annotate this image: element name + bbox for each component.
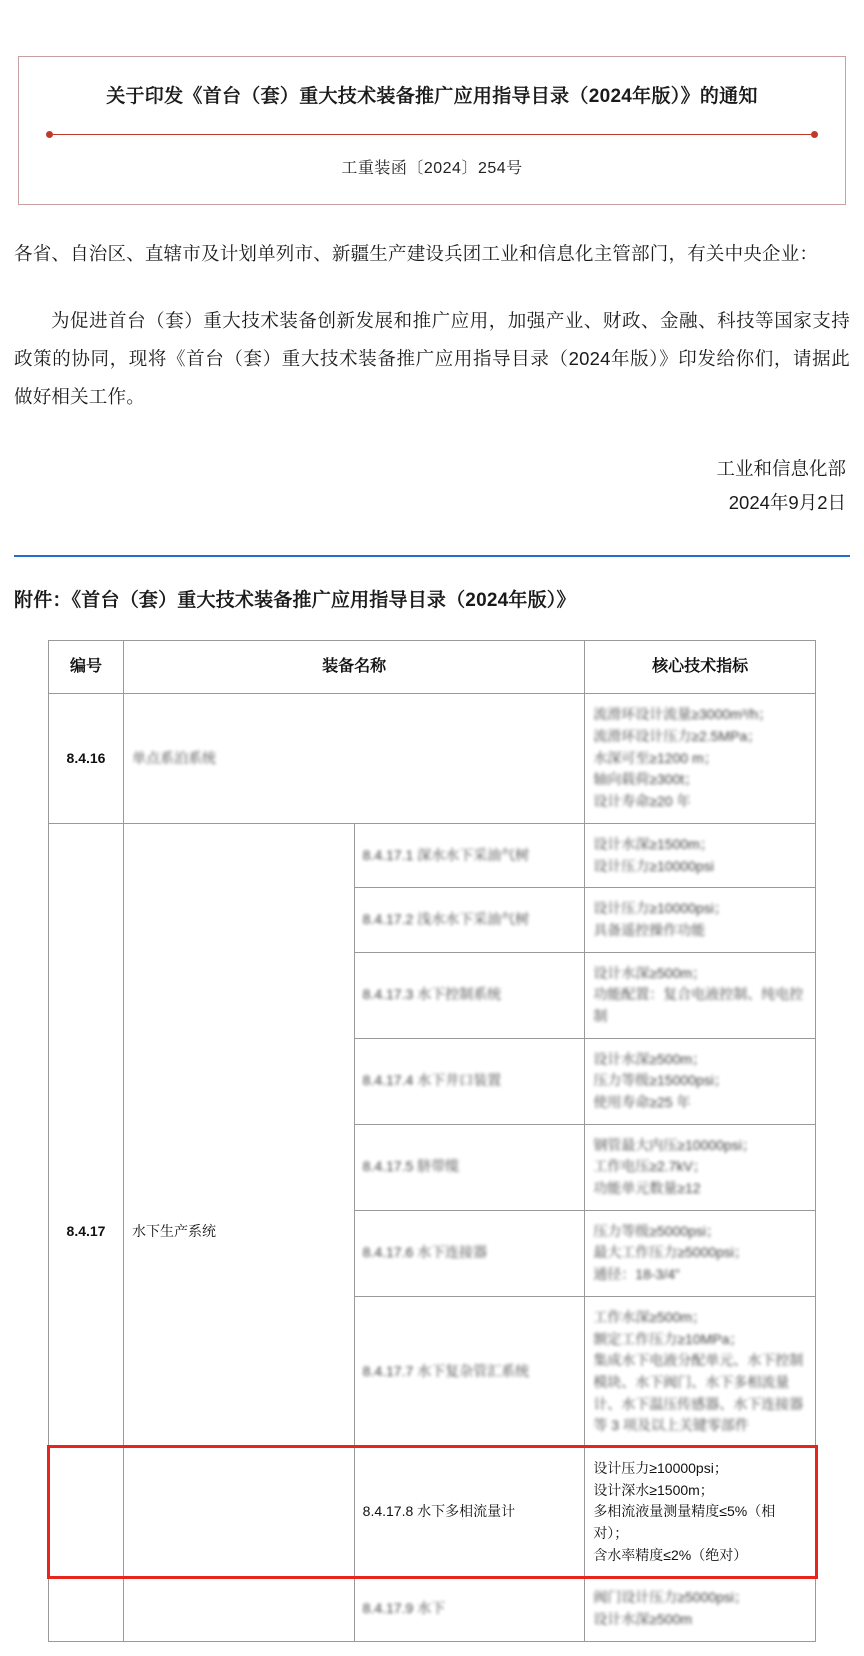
row-specs <box>585 1296 816 1447</box>
spec-line: 具备遥控操作功能 <box>593 921 706 938</box>
spec-line: 钢管最大内压≥10000psi； <box>593 1136 756 1153</box>
spec-line: 轴向载荷≥300t； <box>593 771 699 788</box>
spec-line: 额定工作压力≥10MPa； <box>593 1330 744 1347</box>
row-subname: 8.4.17.3 水下控制系统 <box>354 952 585 1038</box>
spec-line: 压力等级≥15000psi； <box>593 1072 728 1089</box>
spec-line: 设计压力≥10000psi； <box>593 1459 728 1476</box>
row-id: 8.4.16 <box>49 694 124 823</box>
section-separator <box>14 555 850 557</box>
spec-line: 压力等级≥5000psi； <box>593 1222 721 1239</box>
row-subname: 8.4.17.6 水下连接器 <box>354 1210 585 1296</box>
spec-line: 功能配置：复合电液控制、纯电控制 <box>593 986 804 1024</box>
signature-block <box>14 452 850 520</box>
row-subname: 8.4.17.2 浅水水下采油气树 <box>354 888 585 952</box>
row-name: 单点系泊系统 <box>124 694 585 823</box>
attachment-title: 附件：《首台（套）重大技术装备推广应用指导目录（2024年版）》 <box>14 589 576 611</box>
table-row <box>49 823 816 887</box>
salutation-paragraph: 各省、自治区、直辖市及计划单列市、新疆生产建设兵团工业和信息化主管部门，有关中央企业： <box>14 242 819 264</box>
document-number: 工重装函〔2024〕254号 <box>341 159 523 177</box>
spec-line: 设计压力≥10000psi； <box>593 900 728 917</box>
signature-organization: 工业和信息化部 <box>716 458 846 480</box>
row-subname: 8.4.17.7 水下复杂管汇系统 <box>354 1296 585 1447</box>
spec-line: 设计压力≥10000psi <box>593 857 714 874</box>
spec-line: 流滑环设计压力≥2.5MPa； <box>593 728 762 745</box>
row-name: 水下生产系统 <box>124 823 355 1641</box>
table-header-spec: 核心技术指标 <box>585 640 816 694</box>
document-page <box>0 56 864 1642</box>
table-row <box>49 694 816 823</box>
row-id: 8.4.17 <box>49 823 124 1641</box>
row-specs <box>585 888 816 952</box>
spec-line: 设计水深≥500m； <box>593 1050 707 1067</box>
title-divider <box>49 134 815 135</box>
row-specs <box>585 1210 816 1296</box>
spec-line: 设计深水≥1500m； <box>593 1481 714 1498</box>
row-specs <box>585 694 816 823</box>
row-subname: 8.4.17.9 水下 <box>354 1577 585 1641</box>
row-subname: 8.4.17.1 深水水下采油气树 <box>354 823 585 887</box>
spec-line: 设计水深≥1500m； <box>593 835 714 852</box>
spec-line: 工作水深≥500m； <box>593 1308 707 1325</box>
table-header-id: 编号 <box>49 640 124 694</box>
row-specs <box>585 1038 816 1124</box>
spec-line: 多相流液量测量精度≤5%（相对）； <box>593 1503 776 1542</box>
spec-line: 设计寿命≥20 年 <box>593 793 691 810</box>
signature-date: 2024年9月2日 <box>728 492 846 514</box>
spec-line: 通径：18-3/4” <box>593 1266 680 1283</box>
row-specs <box>585 952 816 1038</box>
spec-line: 集成水下电液分配单元、水下控制模块、水下阀门、水下多相流量计、水下温压传感器、水下连接器等 3 项及以上关键零部件 <box>593 1352 804 1434</box>
spec-line: 功能单元数量≥12 <box>593 1180 701 1197</box>
spec-line: 水深可至≥1200 m； <box>593 749 718 766</box>
spec-line: 阀门设计压力≥5000psi； <box>593 1589 749 1606</box>
catalog-table-wrap <box>0 640 864 1642</box>
spec-line: 使用寿命≥25 年 <box>593 1094 691 1111</box>
row-specs <box>585 823 816 887</box>
row-specs <box>585 1447 816 1576</box>
row-specs <box>585 1124 816 1210</box>
row-specs <box>585 1577 816 1641</box>
row-subname: 8.4.17.8 水下多相流量计 <box>354 1447 585 1576</box>
spec-line: 设计水深≥500m； <box>593 964 707 981</box>
spec-line: 工作电压≥2.7kV； <box>593 1158 707 1175</box>
catalog-table <box>48 640 816 1642</box>
document-title-card <box>18 56 846 205</box>
body-paragraph-1: 为促进首台（套）重大技术装备创新发展和推广应用，加强产业、财政、金融、科技等国家支持政策的协同，现将《首台（套）重大技术装备推广应用指导目录（2024年版）》印发给你们，请据此做好相关工作。 <box>14 310 850 408</box>
spec-line: 流滑环设计流量≥3000m³/h； <box>593 706 773 723</box>
page-title: 关于印发《首台（套）重大技术装备推广应用指导目录（2024年版）》的通知 <box>106 86 758 107</box>
spec-line: 最大工作压力≥5000psi； <box>593 1244 749 1261</box>
table-header-name: 装备名称 <box>124 640 585 694</box>
row-subname: 8.4.17.4 水下井口装置 <box>354 1038 585 1124</box>
document-body <box>0 235 864 612</box>
row-subname: 8.4.17.5 脐带缆 <box>354 1124 585 1210</box>
table-header-row <box>49 640 816 694</box>
spec-line: 设计水深≥500m <box>593 1611 693 1628</box>
spec-line: 含水率精度≤2%（绝对） <box>593 1546 748 1563</box>
